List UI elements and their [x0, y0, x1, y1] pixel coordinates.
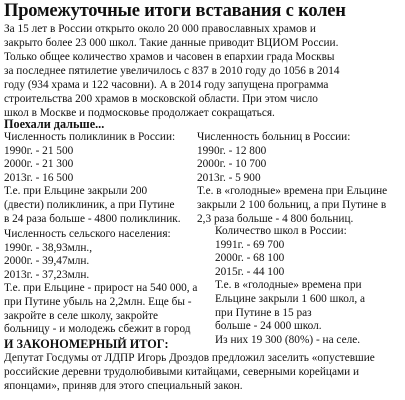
- hospitals-block: [197, 131, 387, 226]
- rural-block: [4, 228, 197, 337]
- rural-line: 2000г. - 39,47млн.: [4, 255, 90, 268]
- schools-line: 2015г. - 44 100: [215, 265, 285, 278]
- schools-line: больше - 24 000 школ.: [215, 320, 322, 333]
- intro-line: школ в Москве и подмосковье продолжает сокращаться.: [4, 107, 275, 119]
- schools-line: Количество школ в России:: [215, 225, 347, 237]
- polyclinics-line: в 24 раза больше - 4800 поликлиник.: [4, 212, 181, 225]
- hospitals-line: 2013г. - 5 900: [197, 171, 261, 184]
- rural-line: Т.е. при Ельцине - прирост на 540 000, а: [4, 282, 198, 295]
- rural-line: Численность сельского населения:: [4, 228, 171, 240]
- rural-line: при Путине убыль на 2,2млн. Еще бы -: [4, 295, 192, 308]
- hospitals-line: 2000г. - 10 700: [197, 158, 267, 171]
- polyclinics-line: 1990г. - 21 500: [4, 144, 74, 157]
- intro-paragraph: [4, 22, 340, 120]
- rural-line: 1990г. - 38,93млн.,: [4, 241, 93, 254]
- hospitals-line: Численность больниц в России:: [197, 131, 351, 143]
- rural-line: 2013г. - 37,23млн.: [4, 268, 90, 281]
- intro-line: за последнее пятилетие увеличилось с 837 в 2010 году до 1056 в 2014: [4, 65, 340, 77]
- final-paragraph: [4, 351, 375, 393]
- schools-line: Из них 19 300 (80%) - на селе.: [215, 333, 361, 346]
- hospitals-line: 1990г. - 12 800: [197, 144, 267, 157]
- intro-line: Только общее количество храмов и часовен в епархии града Москвы: [4, 51, 335, 63]
- schools-line: Ельцине закрыли 1 600 школ, а: [215, 292, 366, 305]
- schools-line: при Путине в 15 раз: [215, 306, 312, 319]
- intro-line: году (934 храма и 122 часовни). А в 2014 году запущена программа: [4, 79, 329, 91]
- hospitals-line: закрыли 2 100 больниц, а при Путине в: [197, 198, 387, 211]
- hospitals-line: 2,3 раза больше - 4 800 больниц.: [197, 212, 354, 225]
- hospitals-line: Т.е. в «голодные» времена при Ельцине: [197, 185, 388, 198]
- final-line: Депутат Госдумы от ЛДПР Игорь Дроздов предложил заселить «опустевшие: [4, 352, 375, 364]
- intro-line: закрыто более 23 000 школ. Такие данные приводит ВЦИОМ России.: [4, 37, 339, 49]
- polyclinics-line: 2013г. - 16 500: [4, 171, 74, 184]
- polyclinics-block: [4, 131, 181, 226]
- polyclinics-line: Т.е. при Ельцине закрыли 200: [4, 185, 148, 198]
- rural-line: больницу - и молодежь сбежит в город: [4, 323, 191, 336]
- final-heading: И ЗАКОНОМЕРНЫЙ ИТОГ:: [4, 337, 169, 351]
- subheading: Поехали дальше...: [4, 117, 105, 131]
- schools-line: 1991г. - 69 700: [215, 238, 285, 251]
- schools-line: 2000г. - 68 100: [215, 252, 285, 265]
- final-line: российские деревни трудолюбивыми китайцами, северными корейцами и: [4, 366, 360, 378]
- page-title: Промежуточные итоги вставания с колен: [4, 1, 346, 21]
- intro-line: За 15 лет в России открыто около 20 000 православных храмов и: [4, 23, 316, 35]
- intro-line: строительства 200 храмов в московской области. При этом число: [4, 93, 318, 105]
- polyclinics-line: 2000г. - 21 300: [4, 158, 74, 171]
- final-line: японцами», приняв для этого специальный закон.: [4, 380, 243, 392]
- schools-block: [215, 225, 365, 347]
- rural-line: закройте в селе школу, закройте: [4, 309, 159, 322]
- schools-line: Т.е. в «голодные» времена при: [215, 279, 362, 292]
- polyclinics-line: Численность поликлиник в России:: [4, 131, 176, 143]
- polyclinics-line: (двести) поликлиник, а при Путине: [4, 198, 175, 211]
